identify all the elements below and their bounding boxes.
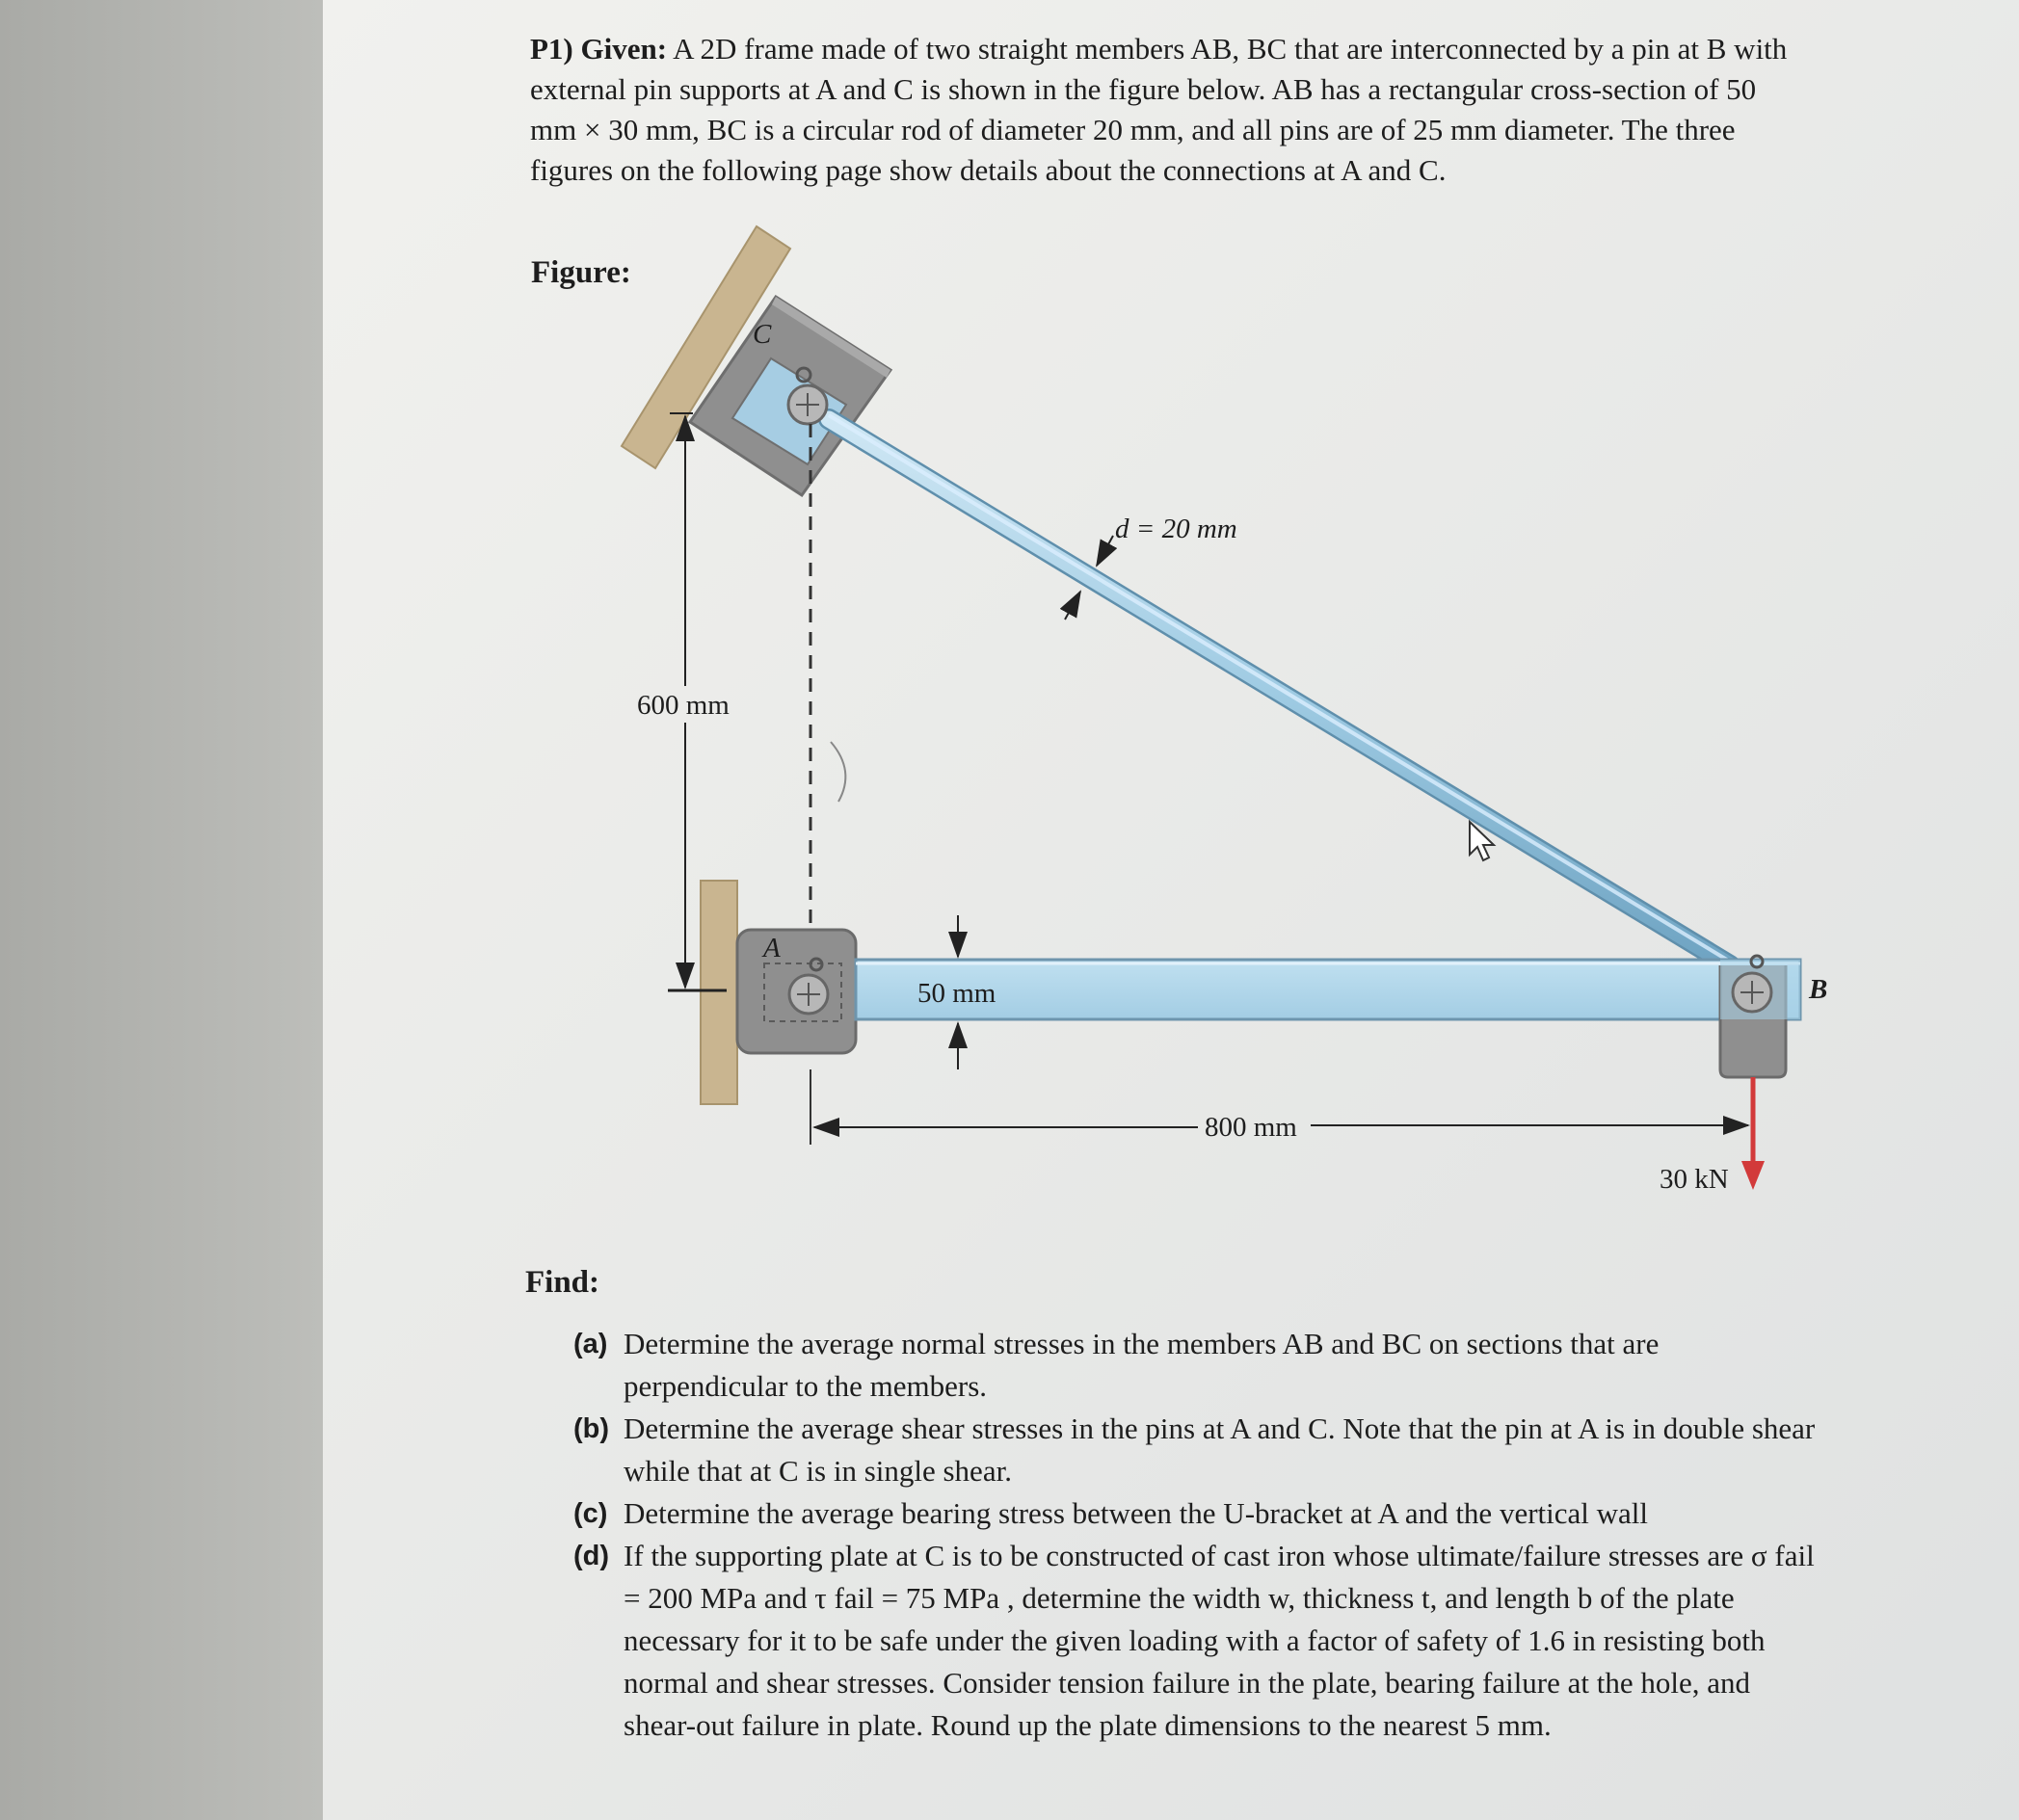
dim-length-label: 800 mm — [1205, 1112, 1297, 1143]
problem-text: A 2D frame made of two straight members AB, BC that are interconnected by a pin at B with external pin supports at A and C is shown in the figure below. AB has a rectangular cross-section of 50 mm × 30 mm, BC is a circular rod of diameter 20 mm, and all pins are of 25 mm diameter. The three figures on the following page show details about the connections at A and C. — [530, 32, 1788, 187]
label-b: B — [1809, 974, 1828, 1005]
find-item-text: Determine the average normal stresses in the members AB and BC on sections that are perpendicular to the members. — [624, 1327, 1660, 1403]
find-item-label: (c) — [573, 1498, 608, 1529]
find-heading: Find: — [525, 1265, 600, 1300]
find-item-label: (b) — [573, 1413, 610, 1444]
find-item-text: Determine the average bearing stress between the U-bracket at A and the vertical wall — [624, 1496, 1649, 1530]
find-item-a — [573, 1323, 1826, 1408]
find-item-label: (d) — [573, 1541, 610, 1571]
load-arrow — [1741, 1077, 1765, 1190]
dim-height-label: 600 mm — [637, 690, 730, 721]
label-a: A — [763, 933, 781, 963]
member-ab — [856, 960, 1800, 1019]
sketch-arc — [831, 742, 845, 802]
dim-depth-label: 50 mm — [917, 978, 996, 1009]
find-list — [573, 1323, 1826, 1747]
wall-a — [701, 881, 737, 1104]
find-item-d — [573, 1535, 1826, 1747]
problem-label: P1) Given: — [530, 32, 668, 66]
figure-heading: Figure: — [531, 255, 631, 290]
member-bc — [829, 415, 1730, 965]
load-label: 30 kN — [1660, 1164, 1729, 1195]
label-c: C — [753, 319, 772, 350]
find-item-text: Determine the average shear stresses in the pins at A and C. Note that the pin at A is in double shear while that at C is in single shear. — [624, 1411, 1816, 1488]
dim-rod-label: d = 20 mm — [1115, 514, 1237, 544]
find-item-c — [573, 1492, 1826, 1535]
find-item-label: (a) — [573, 1329, 608, 1359]
find-item-text: If the supporting plate at C is to be constructed of cast iron whose ultimate/failure stresses are σ fail = 200 MPa and τ fail = 75 MPa , determine the width w, thickness t, and length b of the plate necessary for it to be safe under the given loading with a factor of safety of 1.6 in resisting both normal and shear stresses. Consider tension failure in the plate, bearing failure at the hole, and shear-out failure in plate. Round up the plate dimensions to the nearest 5 mm. — [624, 1539, 1815, 1742]
find-item-b — [573, 1408, 1826, 1492]
